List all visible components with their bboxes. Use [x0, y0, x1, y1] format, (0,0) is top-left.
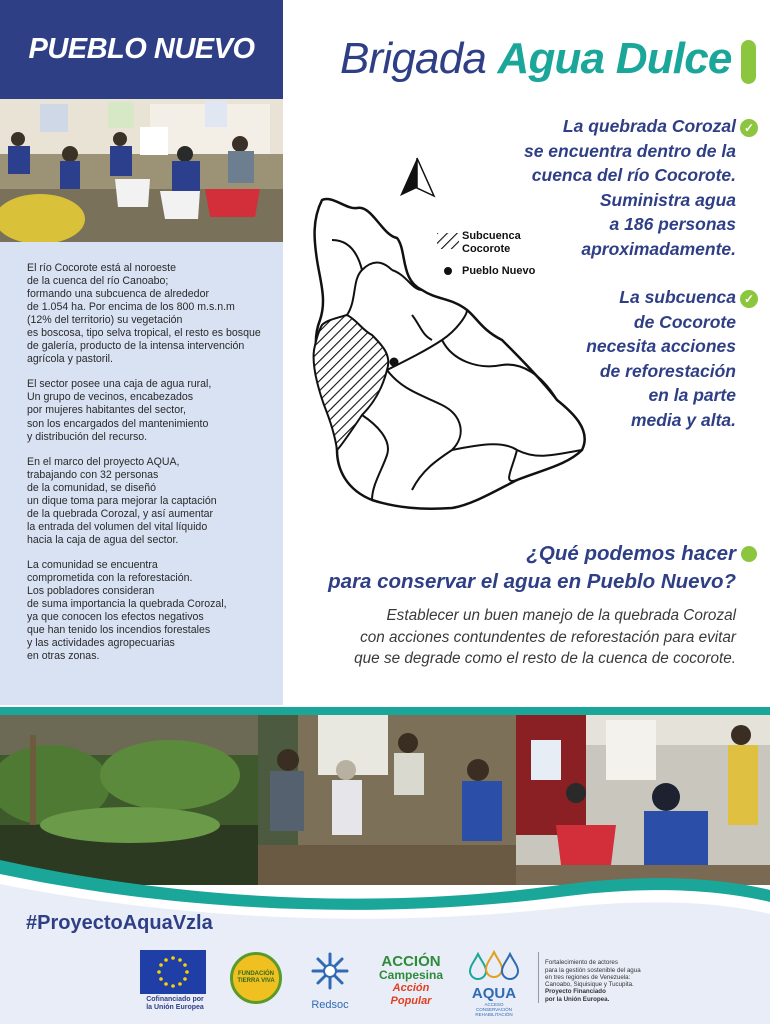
legend-subcuenca: Subcuenca Cocorote — [462, 230, 521, 255]
redsoc-star-icon — [309, 950, 351, 992]
brigade-prefix: Brigada — [340, 34, 487, 83]
tierra-viva-text: FUNDACIÓN TIERRA VIVA — [237, 971, 275, 984]
eu-flag-icon — [140, 950, 206, 994]
water-drops-icon — [464, 950, 524, 980]
funding-note — [538, 952, 668, 1003]
aqua-text: AQUA — [471, 985, 517, 1002]
paragraph-water-box: El sector posee una caja de agua rural, Un grupo de vecinos, encabezados por mujeres habitantes del sector, son los encargados del mantenimiento y distribución del recurso. — [27, 378, 212, 443]
accion-campesina-logo — [372, 954, 450, 1008]
eu-logo — [140, 950, 210, 1012]
check-icon: ✓ — [740, 290, 758, 308]
brigade-name: Agua Dulce — [497, 34, 732, 83]
redsoc-text: Redsoc — [311, 999, 349, 1011]
accion-text: ACCIÓN — [381, 953, 441, 970]
funding-bold-text: Proyecto Financiado por la Unión Europea. — [545, 988, 610, 1003]
paragraph-project: En el marco del proyecto AQUA, trabajando con 32 personas de la comunidad, se diseñó un dique toma para mejorar la captación de la quebrada Corozal, y así aumentar la entrada del volumen del vital líquido hacia la caja de agua del sector. — [27, 455, 217, 546]
brigade-title — [340, 34, 732, 84]
statement-corozal: La quebrada Corozal se encuentra dentro de la cuenca del río Cocorote. Suministra agua a 186 personas aproximadamente. — [523, 116, 736, 259]
intro-text — [27, 262, 272, 675]
aqua-logo — [462, 950, 526, 1017]
north-arrow-icon — [400, 158, 434, 196]
partner-logos — [140, 950, 760, 1020]
accion-popular-text: Acción Popular — [390, 982, 432, 1007]
eu-caption: Cofinanciado por la Unión Europea — [146, 996, 204, 1011]
title-banner — [0, 0, 283, 99]
place-title: PUEBLO NUEVO — [28, 33, 255, 65]
statement-reforestation: La subcuenca de Cocorote necesita acciones de reforestación en la parte media y alta. — [586, 287, 736, 430]
watershed-map — [302, 150, 592, 520]
check-icon: ✓ — [740, 119, 758, 137]
tierra-viva-logo — [230, 952, 282, 1004]
bullet-dot-icon — [741, 546, 757, 562]
hashtag: #ProyectoAquaVzla — [26, 912, 213, 934]
funding-text: Fortalecimiento de actores para la gestión sostenible del agua en tres regiones de Venezuela: Canoabo, Siquisique y Tucupita. — [545, 959, 641, 989]
paragraph-river: El río Cocorote está al noroeste de la cuenca del río Canoabo; formando una subcuenca de alrededor de 1.054 ha. Por encima de los 800 m.s.n.m (12% del territorio) su vegetación es boscosa, tipo selva tropical, el resto es bosque de galería, producto de la intensa intervención agrícola y pastoril. — [27, 262, 261, 366]
legend-pueblo-nuevo: Pueblo Nuevo — [462, 265, 536, 277]
workshop-photo — [0, 99, 283, 242]
question-answer: Establecer un buen manejo de la quebrada Corozal con acciones contundentes de reforestación para evitar que se degrade como el resto de la cuenca de cocorote. — [354, 607, 736, 667]
question-heading: ¿Qué podemos hacer para conservar el agua en Pueblo Nuevo? — [328, 542, 736, 593]
divider-bar — [0, 707, 770, 715]
redsoc-logo — [305, 950, 355, 1011]
campesina-text: Campesina — [378, 968, 444, 982]
aqua-subtitle: ACCESO CONSERVACIÓN REHABILITACIÓN — [475, 1002, 513, 1017]
accent-pill — [741, 40, 756, 84]
paragraph-community: La comunidad se encuentra comprometida con la reforestación. Los pobladores consideran de suma importancia la quebrada Corozal, ya que conocen los efectos negativos que han tenido los incendios forestales y las actividades agropecuarias en otras zonas. — [27, 558, 227, 663]
